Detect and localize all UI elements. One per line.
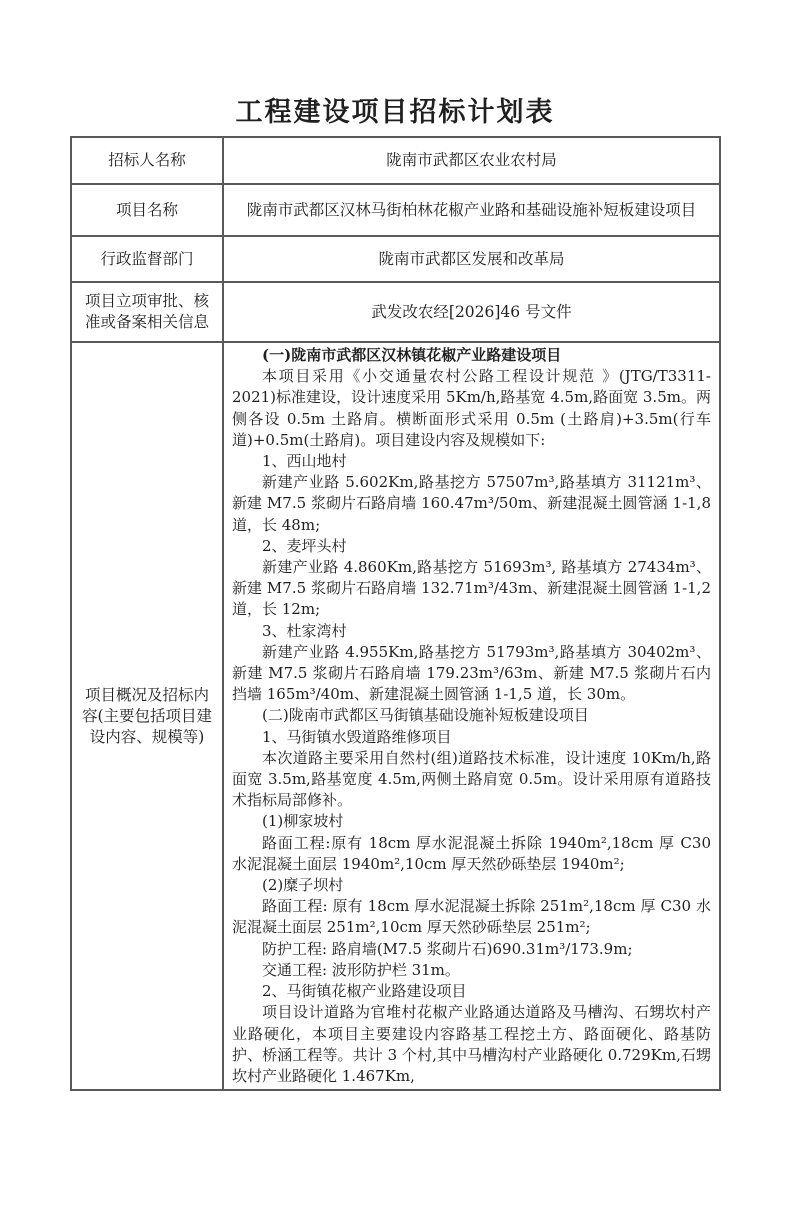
row-value-approval-info: 武发改农经[2026]46 号文件 — [223, 282, 720, 342]
project-overview-content — [223, 342, 720, 1090]
overview-paragraph: 新建产业路 4.955Km,路基挖方 51793m³,路基填方 30402m³、新建 M7.5 浆砌片石路肩墙 179.23m³/63m、新建 M7.5 浆砌片石内挡墙 165m³/40m、新建混凝土圆管涵 1-1,5 道，长 30m。 — [232, 642, 711, 704]
row-value-bidder-name: 陇南市武都区农业农村局 — [223, 137, 720, 184]
document-page — [0, 96, 790, 1214]
row-label-bidder-name: 招标人名称 — [71, 137, 223, 184]
table-row — [71, 342, 720, 1090]
overview-paragraph: 防护工程: 路肩墙(M7.5 浆砌片石)690.31m³/173.9m; — [262, 939, 633, 958]
overview-paragraph: (1)柳家坡村 — [262, 812, 344, 831]
row-label-supervision-dept: 行政监督部门 — [71, 236, 223, 282]
overview-paragraph: 路面工程: 原有 18cm 厚水泥混凝土拆除 251m²,18cm 厚 C30 水泥混凝土面层 251m²,10cm 厚天然砂砾垫层 251m²; — [232, 897, 711, 937]
row-value-supervision-dept: 陇南市武都区发展和改革局 — [223, 236, 720, 282]
overview-paragraph: 2、麦坪头村 — [262, 536, 347, 555]
overview-paragraph: 路面工程:原有 18cm 厚水泥混凝土拆除 1940m²,18cm 厚 C30 水泥混凝土面层 1940m²,10cm 厚天然砂砾垫层 1940m²; — [232, 833, 711, 873]
overview-paragraph: 交通工程: 波形防护栏 31m。 — [262, 960, 460, 979]
row-label-project-overview: 项目概况及招标内容(主要包括项目建设内容、规模等) — [71, 342, 223, 1090]
overview-paragraph: 新建产业路 5.602Km,路基挖方 57507m³,路基填方 31121m³、新建 M7.5 浆砌片石路肩墙 160.47m³/50m、新建混凝土圆管涵 1-1,8 道，长 48m; — [232, 473, 711, 534]
table-row — [71, 236, 720, 282]
overview-paragraph: 本项目采用《小交通量农村公路工程设计规范 》(JTG/T3311-2021)标准建设，设计速度采用 5Km/h,路基宽 4.5m,路面宽 3.5m。两侧各设 0.5m 土路肩。横断面形式采用 0.5m (土路肩)+3.5m(行车道)+0.5m(土路肩)。项目建设内容及规模如下: — [232, 367, 711, 449]
row-label-approval-info: 项目立项审批、核准或备案相关信息 — [71, 282, 223, 342]
overview-paragraph: (一)陇南市武都区汉林镇花椒产业路建设项目 — [262, 346, 562, 364]
table-row — [71, 282, 720, 342]
row-label-project-name: 项目名称 — [71, 184, 223, 236]
overview-paragraph: 2、马街镇花椒产业路建设项目 — [262, 982, 467, 1001]
overview-paragraph: 本次道路主要采用自然村(组)道路技术标准，设计速度 10Km/h,路面宽 3.5m,路基宽度 4.5m,两侧土路肩宽 0.5m。设计采用原有道路技术指标局部修补。 — [232, 748, 711, 810]
document-title: 工程建设项目招标计划表 — [235, 97, 555, 128]
overview-paragraph: 项目设计道路为官堆村花椒产业路通达道路及马槽沟、石甥坎村产业路硬化，本项目主要建设内容路基工程挖土方、路面硬化、路基防护、桥涵工程等。共计 3 个村,其中马槽沟村产业路硬化 0.729Km,石甥坎村产业路硬化 1.467Km, — [232, 1003, 711, 1085]
overview-paragraph: (二)陇南市武都区马街镇基础设施补短板建设项目 — [262, 706, 589, 725]
overview-paragraph: (2)糜子坝村 — [262, 876, 344, 895]
table-row — [71, 184, 720, 236]
row-value-project-name: 陇南市武都区汉林马街柏林花椒产业路和基础设施补短板建设项目 — [223, 184, 720, 236]
overview-paragraph: 1、马街镇水毁道路维修项目 — [262, 727, 452, 746]
overview-paragraph: 新建产业路 4.860Km,路基挖方 51693m³, 路基填方 27434m³、新建 M7.5 浆砌片石路肩墙 132.71m³/43m、新建混凝土圆管涵 1-1,2 道，长 12m; — [232, 558, 711, 619]
overview-paragraph: 3、杜家湾村 — [262, 621, 347, 640]
table-row — [71, 137, 720, 184]
bidding-plan-table — [70, 136, 721, 1091]
overview-paragraph: 1、西山地村 — [262, 452, 347, 471]
